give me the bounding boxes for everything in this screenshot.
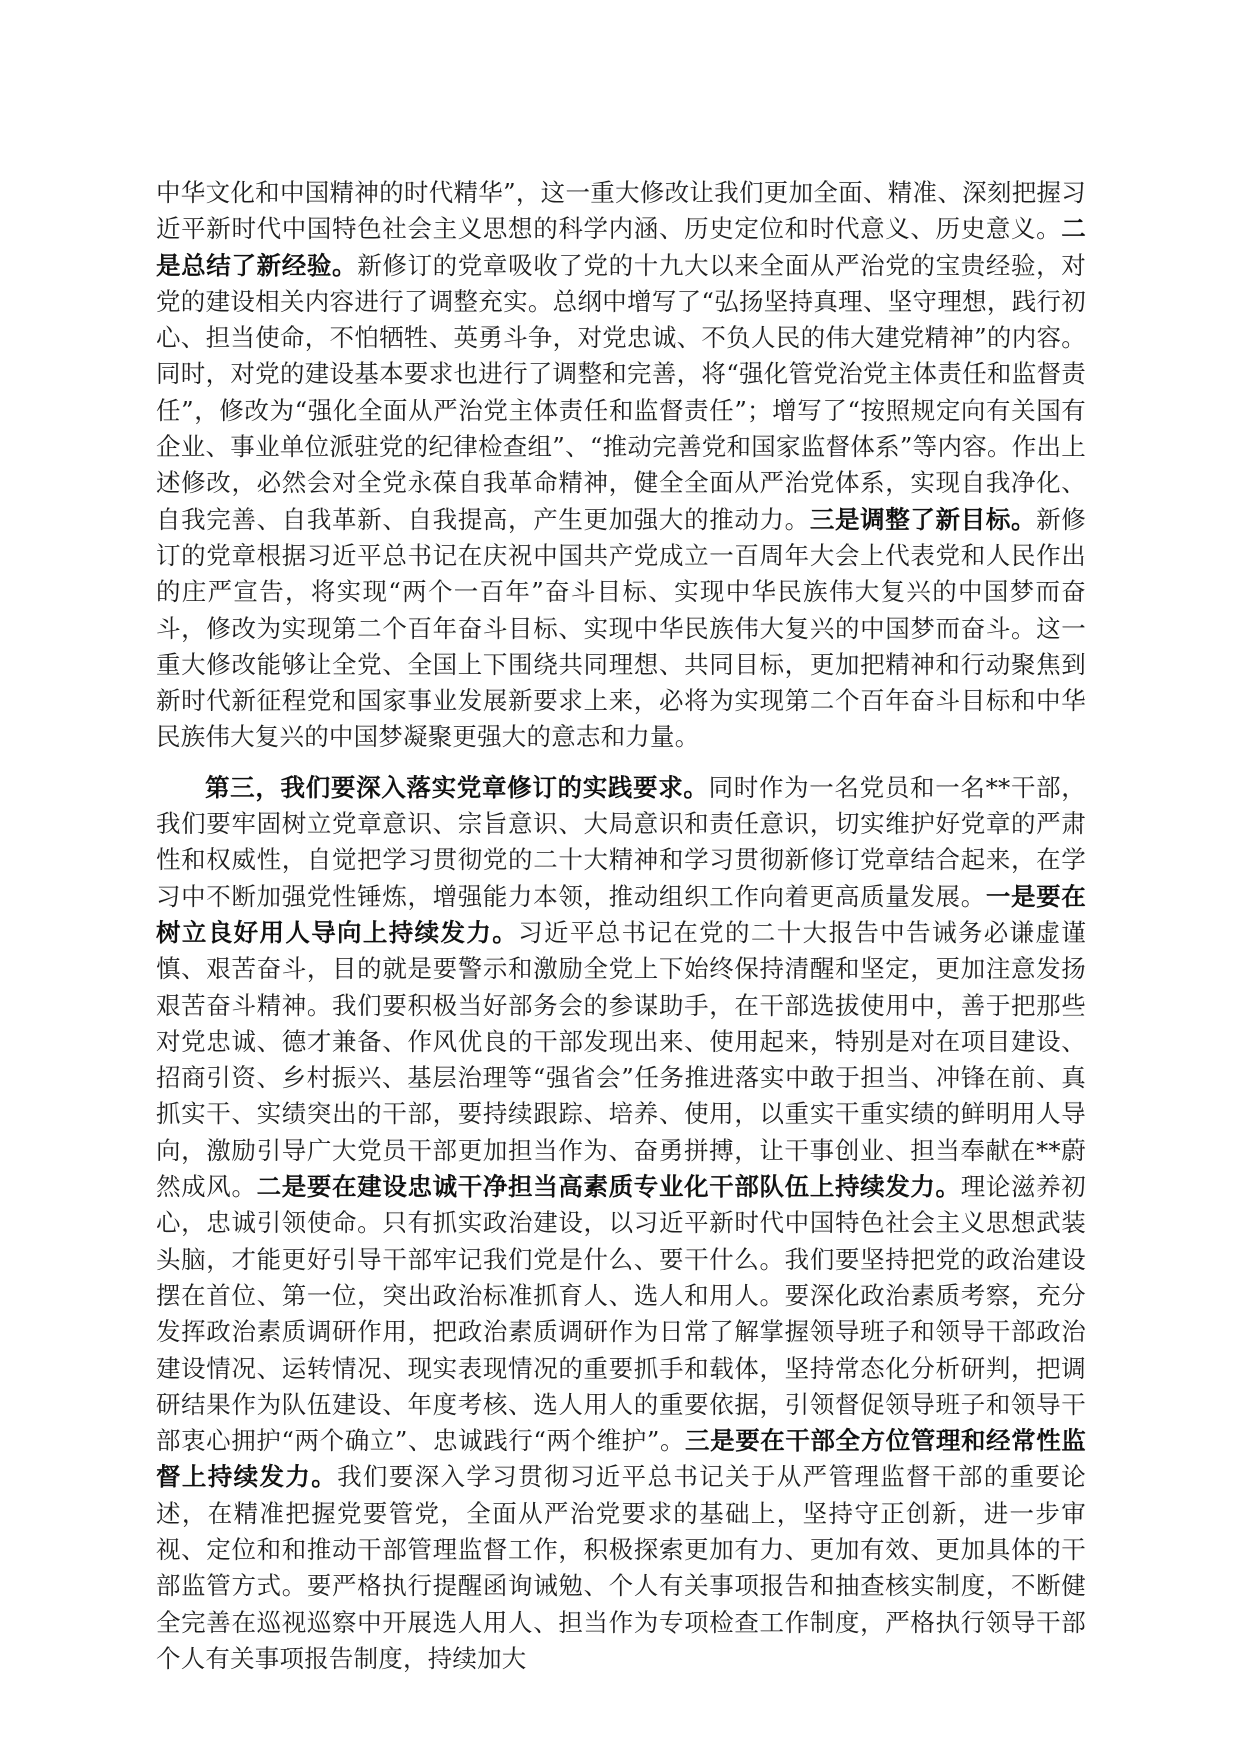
bold-heading-first: 一是要在树立良好用人导向上持续发力。 [156,881,1086,947]
document-body [156,175,1086,1677]
text-run: 我们要深入学习贯彻习近平总书记关于从严管理监督干部的重要论述，在精准把握党要管党，全面从严治党要求的基础上，坚持守正创新，进一步审视、定位和和推动干部管理监督工作，积极探索更加有力、更加有效、更加具体的干部监管方式。要严格执行提醒函询诫勉、个人有关事项报告和抽查核实制度，不断健全完善在巡视巡察中开展选人用人、担当作为专项检查工作制度，严格执行领导干部个人有关事项报告制度，持续加大 [156,1462,1086,1673]
text-run: 中华文化和中国精神的时代精华”，这一重大修改让我们更加全面、精准、深刻把握习近平新时代中国特色社会主义思想的科学内涵、历史定位和时代意义、历史意义。 [156,178,1086,244]
paragraph-section-three [156,770,1086,1677]
text-run: 新修订的党章吸收了党的十九大以来全面从严治党的宝贵经验，对党的建设相关内容进行了调整充实。总纲中增写了“弘扬坚持真理、坚守理想，践行初心、担当使命，不怕牺牲、英勇斗争，对党忠诚、不负人民的伟大建党精神”的内容。同时，对党的建设基本要求也进行了调整和完善，将“强化管党治党主体责任和监督责任”，修改为“强化全面从严治党主体责任和监督责任”；增写了“按照规定向有关国有企业、事业单位派驻党的纪律检查组”、“推动完善党和国家监督体系”等内容。作出上述修改，必然会对全党永葆自我革命精神，健全全面从严治党体系，实现自我净化、自我完善、自我革新、自我提高，产生更加强大的推动力。 [156,250,1087,534]
text-run: 新修订的党章根据习近平总书记在庆祝中国共产党成立一百周年大会上代表党和人民作出的庄严宣告，将实现“两个一百年”奋斗目标、实现中华民族伟大复兴的中国梦而奋斗，修改为实现第二个百年奋斗目标、实现中华民族伟大复兴的中国梦而奋斗。这一重大修改能够让全党、全国上下围绕共同理想、共同目标，更加把精神和行动聚焦到新时代新征程党和国家事业发展新要求上来，必将为实现第二个百年奋斗目标和中华民族伟大复兴的中国梦凝聚更强大的意志和力量。 [156,504,1086,752]
text-run: 习近平总书记在党的二十大报告中告诫务必谦虚谨慎、艰苦奋斗，目的就是要警示和激励全党上下始终保持清醒和坚定，更加注意发扬艰苦奋斗精神。我们要积极当好部务会的参谋助手，在干部选拔使用中，善于把那些对党忠诚、德才兼备、作风优良的干部发现出来、使用起来，特别是对在项目建设、招商引资、乡村振兴、基层治理等“强省会”任务推进落实中敢于担当、冲锋在前、真抓实干、实绩突出的干部，要持续跟踪、培养、使用，以重实干重实绩的鲜明用人导向，激励引导广大党员干部更加担当作为、奋勇拼搏，让干事创业、担当奉献在**蔚然成风。 [156,917,1086,1202]
paragraph-continuation [156,175,1086,756]
bold-heading-third: 三是要在干部全方位管理和经常性监督上持续发力。 [156,1426,1086,1492]
bold-heading-second: 二是要在建设忠诚干净担当高素质专业化干部队伍上持续发力。 [256,1172,961,1202]
text-run: 同时作为一名党员和一名**干部，我们要牢固树立党章意识、宗旨意识、大局意识和责任意识，切实维护好党章的严肃性和权威性，自觉把学习贯彻党的二十大精神和学习贯彻新修订党章结合起来，在学习中不断加强党性锤炼，增强能力本领，推动组织工作向着更高质量发展。 [156,772,1087,911]
text-run: 理论滋养初心，忠诚引领使命。只有抓实政治建设，以习近平新时代中国特色社会主义思想武装头脑，才能更好引导干部牢记我们党是什么、要干什么。我们要坚持把党的政治建设摆在首位、第一位，突出政治标准抓育人、选人和用人。要深化政治素质考察，充分发挥政治素质调研作用，把政治素质调研作为日常了解掌握领导班子和领导干部政治建设情况、运转情况、现实表现情况的重要抓手和载体，坚持常态化分析研判，把调研结果作为队伍建设、年度考核、选人用人的重要依据，引领督促领导班子和领导干部衷心拥护“两个确立”、忠诚践行“两个维护”。 [156,1172,1086,1456]
section-heading: 第三，我们要深入落实党章修订的实践要求。 [205,772,709,802]
bold-heading-third: 三是调整了新目标。 [809,504,1037,534]
bold-heading-second: 二是总结了新经验。 [156,214,1086,280]
